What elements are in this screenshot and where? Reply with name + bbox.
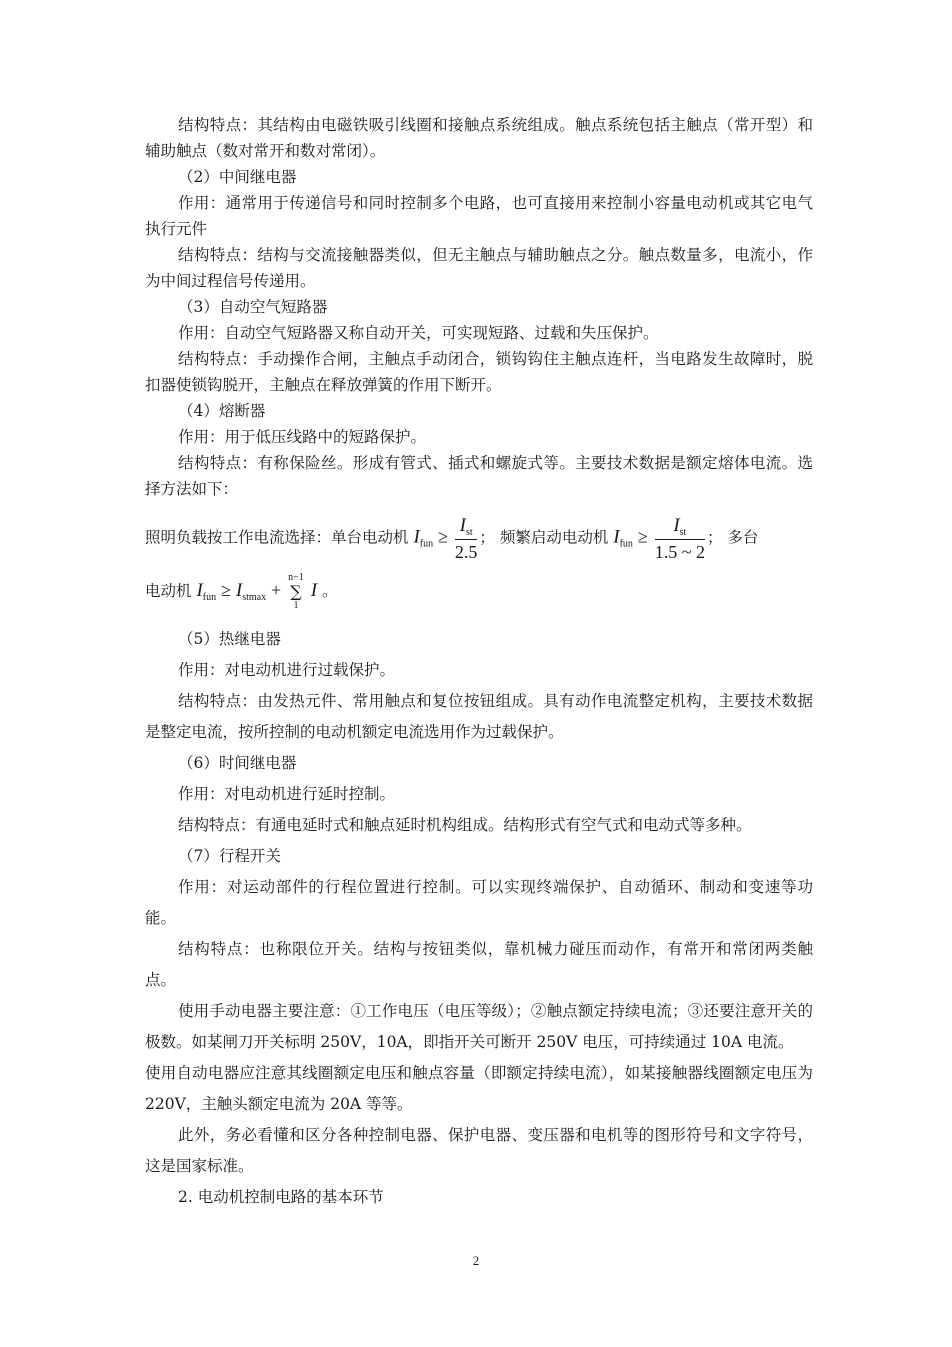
- heading-control-circuit: 2. 电动机控制电路的基本环节: [178, 1188, 384, 1206]
- heading-travel-switch: （7）行程开关: [178, 847, 281, 865]
- heading-air-breaker: （3）自动空气短路器: [178, 298, 328, 316]
- sum-sigma: ∑: [290, 582, 302, 601]
- formula-geq-2: ≥: [637, 526, 648, 547]
- formula-var-i-2: I: [613, 526, 620, 548]
- paragraph-relay-structure: 结构特点：结构与交流接触器类似，但无主触点与辅助触点之分。触点数量多，电流小，作为中间过程信号传递用。: [145, 246, 813, 290]
- formula-geq-3: ≥: [221, 580, 231, 600]
- formula-end: 。: [321, 582, 338, 600]
- heading-time-relay: （6）时间继电器: [178, 754, 297, 772]
- paragraph-relay-function: 作用：通常用于传递信号和同时控制多个电路，也可直接用来控制小容量电动机或其它电气执行元件: [145, 194, 813, 238]
- formula-sub-stmax: stmax: [242, 592, 267, 603]
- page-number: 2: [472, 1253, 480, 1268]
- formula-sub-fun-3: fun: [202, 592, 217, 603]
- paragraph-thermal-structure: 结构特点：由发热元件、常用触点和复位按钮组成。具有动作电流整定机构，主要技术数据是整定电流，按所控制的电动机额定电流选用作为过载保护。: [145, 692, 813, 741]
- paragraph-manual-notes: 使用手动电器主要注意：①工作电压（电压等级）；②触点额定持续电流；③还要注意开关的极数。如某闸刀开关标明 250V，10A，即指开关可断开 250V 电压，可持续通过 10A 电流。: [145, 1002, 813, 1051]
- paragraph-switch-function: 作用：对运动部件的行程位置进行控制。可以实现终端保护、自动循环、制动和变速等功能。: [145, 878, 813, 927]
- formula-lead2-text: 电动机: [145, 582, 192, 600]
- paragraph-symbols-note: 此外，务必看懂和区分各种控制电器、保护电器、变压器和电机等的图形符号和文字符号，这是国家标准。: [145, 1126, 813, 1175]
- formula-var-i-4: I: [235, 580, 243, 601]
- formula-sub-fun-2: fun: [619, 538, 633, 550]
- paragraph-auto-notes: 使用自动电器应注意其线圈额定电压和触点容量（即额定持续电流），如某接触器线圈额定电压为 220V，主触头额定电流为 20A 等等。: [145, 1064, 813, 1113]
- fuse-formula-line-2: [145, 572, 813, 624]
- heading-thermal-relay: （5）热继电器: [178, 630, 281, 648]
- paragraph-fuse-function: 作用：用于低压线路中的短路保护。: [178, 428, 427, 446]
- formula-var-i-5: I: [310, 580, 318, 601]
- formula-sub-fun: fun: [419, 538, 434, 550]
- paragraph-breaker-structure: 结构特点：手动操作合闸，主触点手动闭合，锁钩钩住主触点连杆，当电路发生故障时，脱扣器使锁钩脱开，主触点在释放弹簧的作用下断开。: [145, 350, 813, 394]
- fraction-num-var-2: I: [673, 515, 680, 536]
- heading-intermediate-relay: （2）中间继电器: [178, 168, 297, 186]
- formula-lead-text: 照明负载按工作电流选择：单台电动机: [145, 528, 409, 547]
- formula-summation: [288, 572, 304, 612]
- paragraph-fuse-structure: 结构特点：有称保险丝。形成有管式、插式和螺旋式等。主要技术数据是额定熔体电流。选择方法如下：: [145, 454, 813, 498]
- formula-fraction-single: [455, 514, 478, 563]
- formula-separator-1: ； 频繁启动电动机: [479, 528, 609, 547]
- formula-geq: ≥: [438, 526, 448, 547]
- sum-lower-limit: 1: [293, 600, 299, 611]
- formula-plus: +: [271, 580, 282, 600]
- formula-var-i-3: I: [196, 580, 203, 601]
- paragraph-time-structure: 结构特点：有通电延时式和触点延时机构组成。结构形式有空气式和电动式等多种。: [178, 816, 752, 834]
- fraction-num-sub: st: [465, 527, 473, 538]
- paragraph-thermal-function: 作用：对电动机进行过载保护。: [178, 661, 396, 679]
- paragraph-contactor-structure: 结构特点：其结构由电磁铁吸引线圈和接触点系统组成。触点系统包括主触点（常开型）和辅助触点（数对常开和数对常闭）。: [145, 116, 813, 160]
- fraction-den-single: 2.5: [454, 542, 478, 562]
- paragraph-switch-structure: 结构特点：也称限位开关。结构与按钮类似，靠机械力碰压而动作，有常开和常闭两类触点。: [145, 940, 813, 989]
- formula-var-i: I: [413, 526, 420, 548]
- sum-upper-limit: n−1: [288, 572, 304, 583]
- body-text: [145, 112, 813, 1213]
- fraction-num-var: I: [459, 515, 466, 536]
- formula-fraction-frequent: [655, 514, 705, 563]
- fuse-formula-line-1: [145, 514, 813, 570]
- fraction-den-frequent: 1.5 ~ 2: [654, 542, 705, 562]
- heading-fuse: （4）熔断器: [178, 402, 266, 420]
- paragraph-breaker-function: 作用：自动空气短路器又称自动开关，可实现短路、过载和失压保护。: [178, 324, 659, 342]
- paragraph-time-function: 作用：对电动机进行延时控制。: [178, 785, 396, 803]
- formula-separator-2: ； 多台: [706, 528, 759, 547]
- fraction-num-sub-2: st: [679, 527, 687, 538]
